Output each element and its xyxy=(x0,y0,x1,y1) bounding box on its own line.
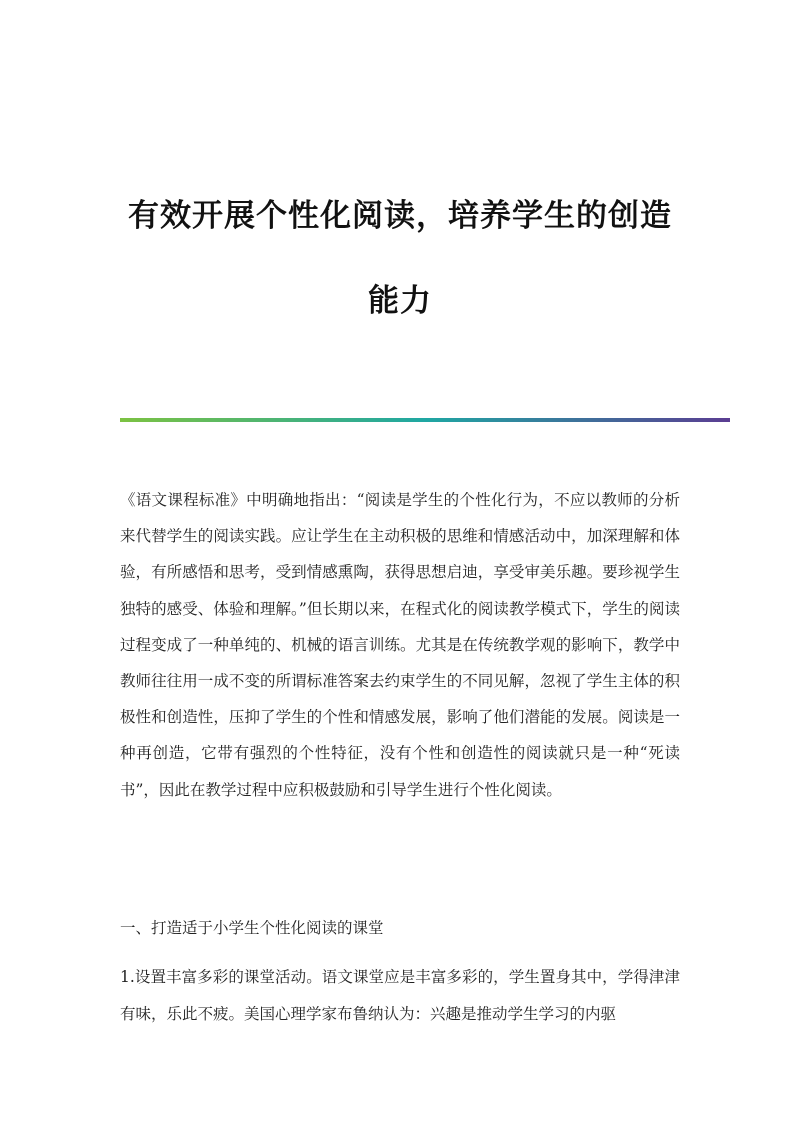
document-title-line1: 有效开展个性化阅读，培养学生的创造 xyxy=(128,198,672,234)
title-divider xyxy=(120,418,730,422)
section-heading: 一、打造适于小学生个性化阅读的课堂 xyxy=(120,919,384,937)
intro-paragraph: 《语文课程标准》中明确地指出：“阅读是学生的个性化行为，不应以教师的分析来代替学生的阅读实践。应让学生在主动积极的思维和情感活动中，加深理解和体验，有所感悟和思考，受到情感熏陶，获得思想启迪，享受审美乐趣。要珍视学生独特的感受、体验和理解。”但长期以来，在程式化的阅读教学模式下，学生的阅读过程变成了一种单纯的、机械的语言训练。尤其是在传统教学观的影响下，教学中教师往往用一成不变的所谓标准答案去约束学生的不同见解，忽视了学生主体的积极性和创造性，压抑了学生的个性和情感发展，影响了他们潜能的发展。阅读是一种再创造，它带有强烈的个性特征，没有个性和创造性的阅读就只是一种“死读书”，因此在教学过程中应积极鼓励和引导学生进行个性化阅读。 xyxy=(120,491,680,799)
document-title-line2: 能力 xyxy=(368,283,432,319)
section-paragraph: 1.设置丰富多彩的课堂活动。语文课堂应是丰富多彩的，学生置身其中，学得津津有味，乐此不疲。美国心理学家布鲁纳认为：兴趣是推动学生学习的内驱 xyxy=(120,968,680,1023)
